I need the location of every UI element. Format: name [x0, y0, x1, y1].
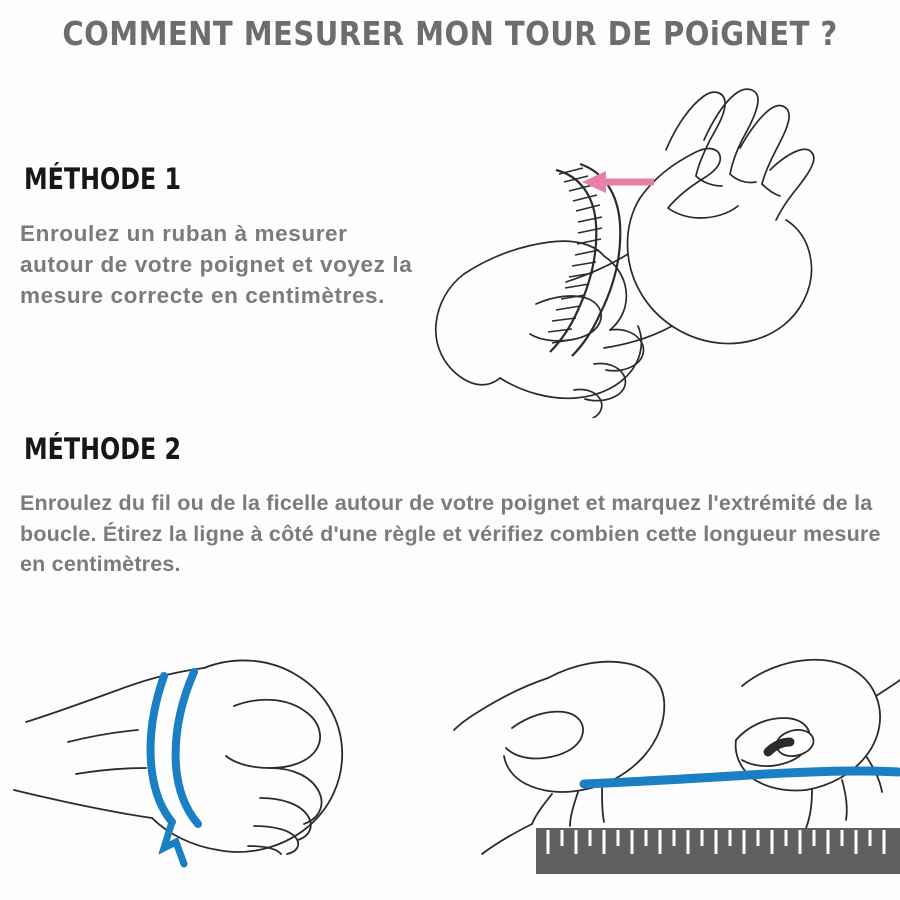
method-1-heading: MÉTHODE 1: [24, 162, 182, 196]
string-on-ruler-illustration: [452, 632, 900, 900]
hand-with-string-loop-svg: [8, 632, 438, 900]
page-title: COMMENT MESURER MON TOUR DE POiGNET ?: [62, 14, 838, 53]
string-on-ruler-svg: [452, 632, 900, 900]
method-2-body: Enroulez du fil ou de la ficelle autour de votre poignet et marquez l'extrémité de la boucle. Étirez la ligne à côté d'une règle et vérifiez combien cette longueur mesure en centimètres.: [20, 491, 881, 577]
ruler-icon: [536, 828, 900, 874]
hand-with-string-loop-illustration: [8, 632, 438, 900]
stretched-string-icon: [584, 742, 898, 784]
method-2-heading: MÉTHODE 2: [24, 432, 182, 466]
hand-with-measuring-tape-illustration: [404, 78, 874, 418]
hand-with-measuring-tape-svg: [404, 78, 874, 418]
method-1-body: Enroulez un ruban à mesurer autour de votre poignet et voyez la mesure correcte en centimètres.: [20, 221, 413, 309]
arrow-icon: [582, 171, 654, 193]
